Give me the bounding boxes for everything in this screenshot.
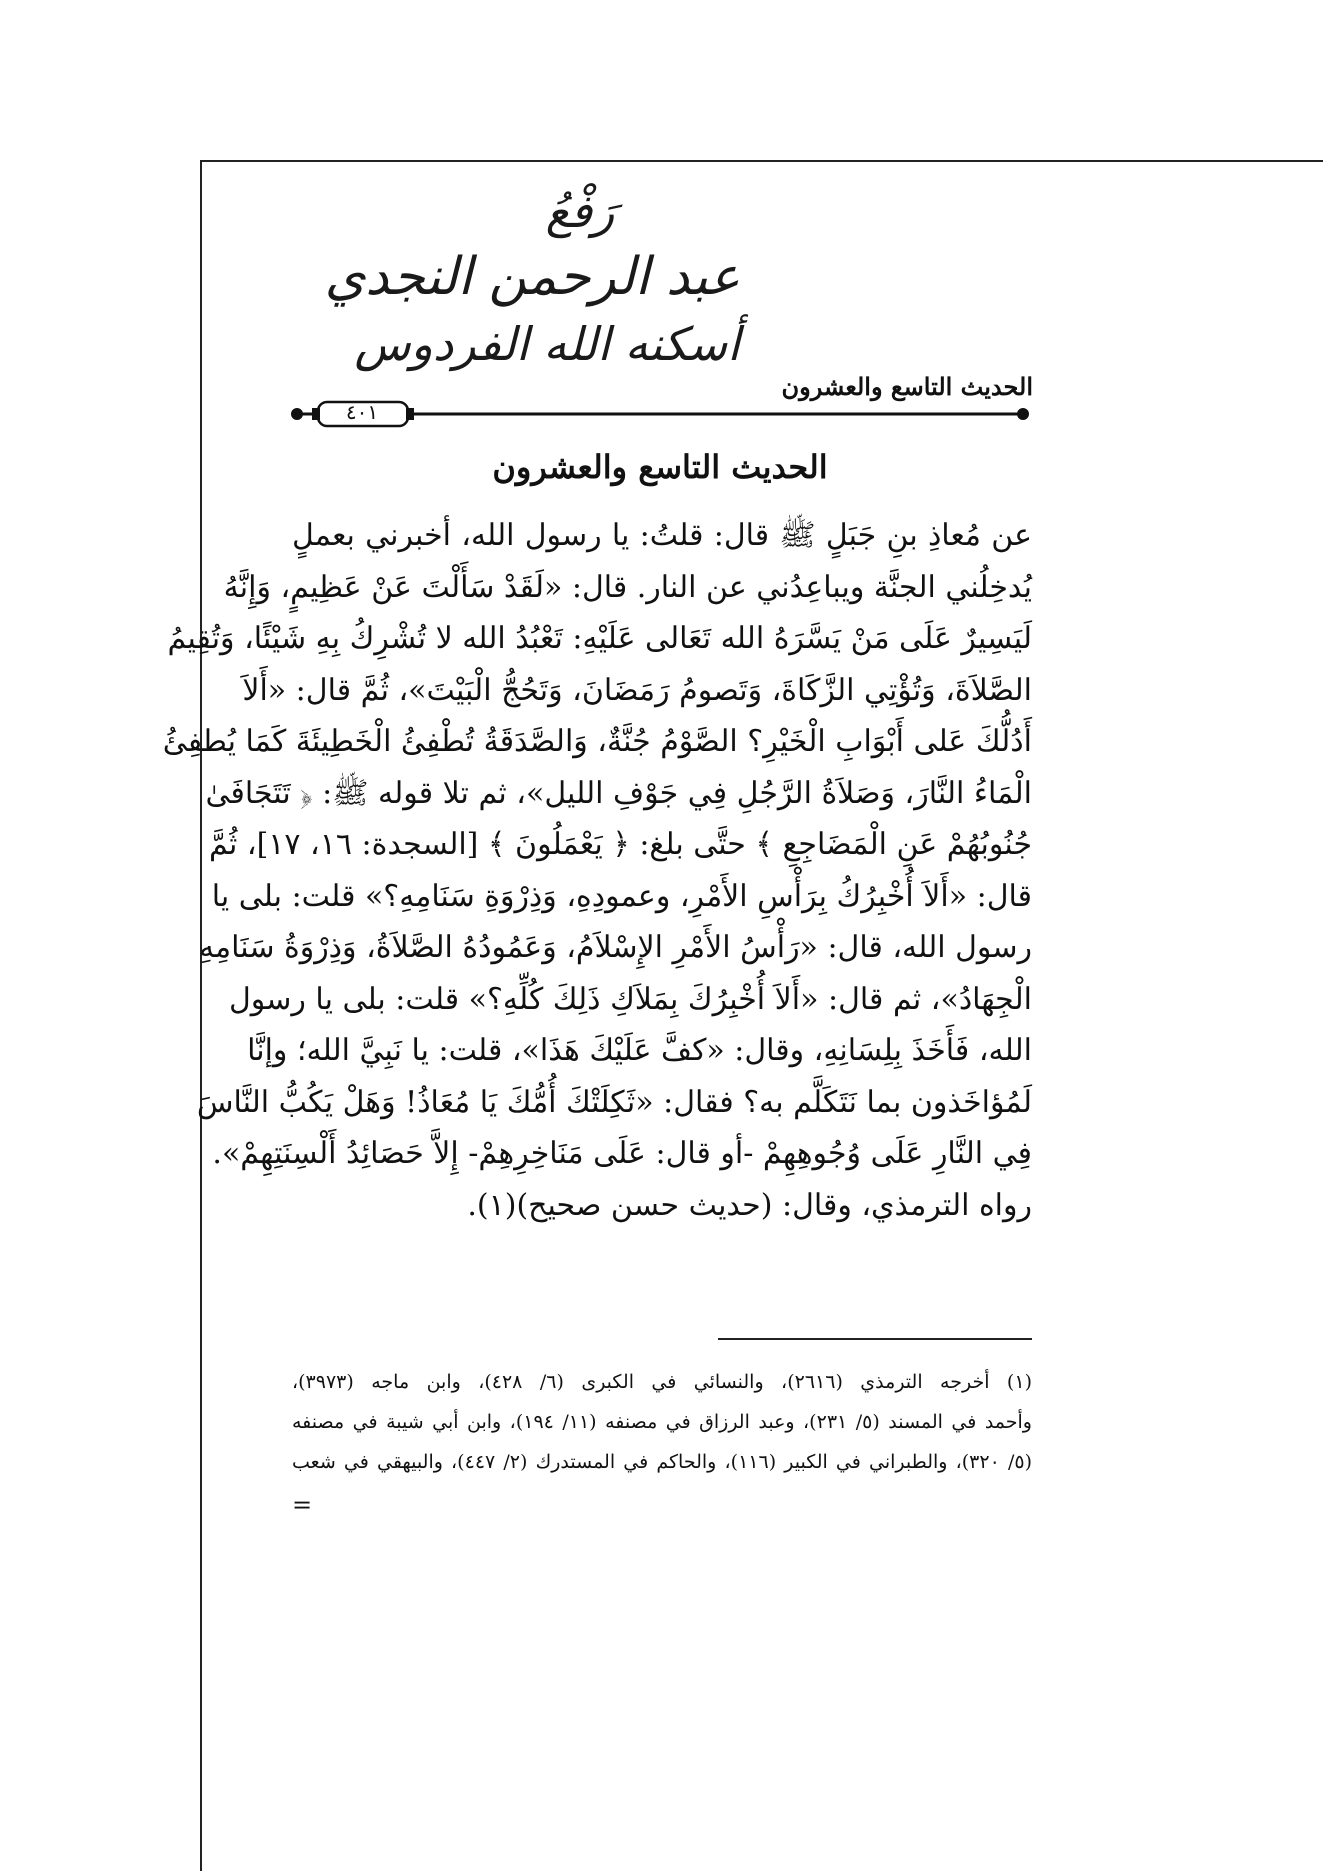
- body-line: الْمَاءُ النَّارَ، وَصَلاَةُ الرَّجُلِ فِي جَوْفِ الليل»، ثم تلا قوله ﷺ: ﴿ تَتَجَافَىٰ: [205, 775, 1032, 811]
- running-header-title: الحديث التاسع والعشرون: [781, 372, 1033, 401]
- footnote-separator: [718, 1338, 1032, 1340]
- body-line: الصَّلاَةَ، وَتُؤْتِي الزَّكَاةَ، وَتَصومُ رَمَضَانَ، وَتَحُجُّ الْبَيْتَ»، ثُمَّ قال: «أَلاَ: [242, 672, 1032, 708]
- footnotes: [292, 1362, 1032, 1482]
- body-line: الله، فَأَخَذَ بِلِسَانِهِ، وقال: «كفَّ عَلَيْكَ هَذَا»، قلت: يا نَبِيَّ الله؛ وإنَّا: [247, 1033, 1032, 1068]
- body-line: قال: «أَلاَ أُخْبِرُكُ بِرَأْسِ الأَمْرِ، وعمودِهِ، وَذِرْوَةِ سَنَامِهِ؟» قلت: بلى يا: [211, 878, 1032, 914]
- body-line: يُدخِلُني الجنَّة ويباعِدُني عن النار. قال: «لَقَدْ سَأَلْتَ عَنْ عَظِيمٍ، وَإِنَّهُ: [223, 569, 1032, 605]
- page-number: ٤٠١: [345, 400, 379, 424]
- stamp-line-3: أسكنه الله الفردوس: [354, 317, 740, 371]
- body-line: جُنُوبُهُمْ عَنِ الْمَضَاجِعِ ﴾ حتَّى بلغ: ﴿ يَعْمَلُونَ ﴾ [السجدة: ١٦، ١٧]، ثُمَّ: [209, 827, 1032, 862]
- body-line: عن مُعاذِ بنِ جَبَلٍ ﷺ قال: قلتُ: يا رسول الله، أخبرني بعملٍ: [292, 518, 1032, 553]
- body-line: أَدُلُّكَ عَلى أَبْوَابِ الْخَيْرِ؟ الصَّوْمُ جُنَّةٌ، وَالصَّدَقَةُ تُطْفِئُ الْخَطِيئَةَ كَمَا يُطفِئُ: [162, 724, 1032, 759]
- stamp-line-1: رَفْعُ: [545, 184, 615, 238]
- body-line: لَيَسِيرٌ عَلَى مَنْ يَسَّرَهُ الله تَعَالى عَلَيْهِ: تَعْبُدُ الله لا تُشْرِكُ بِهِ شَيْئًا، وَتُقِيمُ: [167, 621, 1032, 656]
- footnote-line: (١) أخرجه الترمذي (٢٦١٦)، والنسائي في الكبرى (٦/ ٤٢٨)، وابن ماجه (٣٩٧٣)،: [292, 1371, 1032, 1393]
- body-line: رسول الله، قال: «رَأْسُ الأَمْرِ الإِسْلاَمُ، وَعَمُودُهُ الصَّلاَةُ، وَذِرْوَةُ سَنَامِهِ: [198, 930, 1032, 965]
- stamp-line-2: عبد الرحمن النجدي: [324, 247, 740, 307]
- footnote-continuation-mark: =: [292, 1491, 313, 1519]
- left-margin-rule: [200, 160, 202, 1871]
- footnote-line: وأحمد في المسند (٥/ ٢٣١)، وعبد الرزاق في مصنفه (١١/ ١٩٤)، وابن أبي شيبة في مصنفه: [292, 1411, 1032, 1433]
- hadith-body: [162, 510, 1032, 1231]
- body-line: لَمُؤاخَذون بما نَتَكَلَّم به؟ فقال: «ثَكِلَتْكَ أُمُّكَ يَا مُعَاذُ! وَهَلْ يَكُبُّ النَّاسَ: [196, 1084, 1032, 1120]
- body-line-source: رواه الترمذي، وقال: (حديث حسن صحيح)(١).: [467, 1187, 1032, 1223]
- calligraphy-stamp: [324, 180, 740, 400]
- body-line: فِي النَّارِ عَلَى وُجُوهِهِمْ -أو قال: عَلَى مَنَاخِرِهِمْ- إِلاَّ حَصَائِدُ أَلْسِنَتِهِمْ».: [212, 1136, 1032, 1171]
- chapter-title: الحديث التاسع والعشرون: [492, 448, 828, 486]
- top-border-rule: [200, 160, 1323, 162]
- footnote-line: (٥/ ٣٢٠)، والطبراني في الكبير (١١٦)، والحاكم في المستدرك (٢/ ٤٤٧)، والبيهقي في شعب: [292, 1451, 1032, 1473]
- body-line: الْجِهَادُ»، ثم قال: «أَلاَ أُخْبِرُكَ بِمَلاَكِ ذَلِكَ كُلِّهِ؟» قلت: بلى يا رسول: [228, 981, 1032, 1017]
